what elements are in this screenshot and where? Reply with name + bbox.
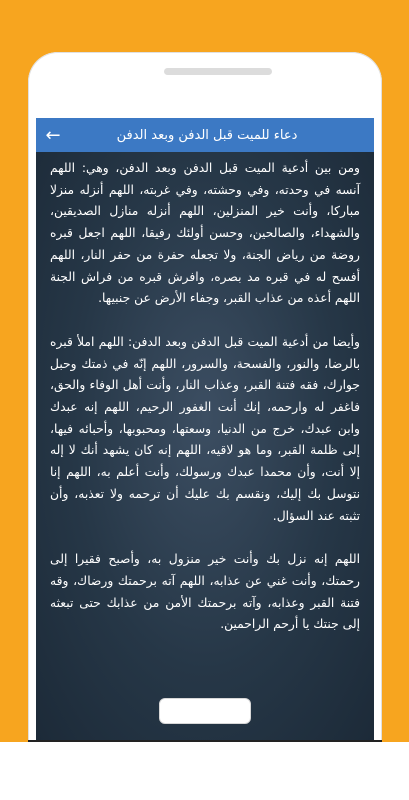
article-paragraph: اللهم إنه نزل بك وأنت خير منزول به، وأصبح فقيرا إلى رحمتك، وأنت غني عن عذابه، اللهم آته برحمتك ورضاك، وقه فتنة القبر وعذابه، وآته برحمتك الأمن من عذابك حتى تبعثه إلى جنتك يا أرحم الراحمين. bbox=[50, 552, 360, 632]
phone-frame bbox=[28, 52, 382, 742]
app-bar bbox=[36, 118, 374, 152]
article-content[interactable] bbox=[36, 152, 374, 742]
home-button[interactable] bbox=[159, 698, 251, 724]
article-paragraph: وأيضا من أدعية الميت قبل الدفن وبعد الدفن: اللهم املأ قبره بالرضا، والنور، والفسحة، والسرور، اللهم إنّه في ذمتك وحبل جوارك، فقه فتنة القبر، وعذاب النار، وأنت أهل الوفاء والحق، فاغفر له وارحمه، إنك أنت الغفور الرحيم، اللهم إنه عبدك وابن عبدك، خرج من الدنيا، وسعتها، ومحبوبها، وأحبائه فيها، إلى ظلمة القبر، وما هو لاقيه، اللهم إنه كان يشهد أنك لا إله إلا أنت، وأن محمدا عبدك ورسولك، وأنت أعلم به، اللهم إنا نتوسل بك إليك، ونقسم بك عليك أن ترحمه ولا تعذبه، وأن تثبته عند السؤال. bbox=[50, 334, 360, 523]
app-screen bbox=[36, 118, 374, 742]
arrow-back-icon: ← bbox=[45, 124, 61, 146]
back-button[interactable] bbox=[36, 118, 70, 152]
phone-speaker bbox=[164, 68, 272, 75]
article-paragraph: ومن بين أدعية الميت قبل الدفن وبعد الدفن، وهي: اللهم آنسه في وحدته، وفي وحشته، وفي غربته، اللهم أنزله منزلا مباركا، وأنت خير المنزلين، اللهم أنزله منازل الصديقين، والشهداء، والصالحين، وحسن أولئك رفيقا، اللهم اجعل قبره روضة من رياض الجنة، ولا تجعله حفرة من حفر النار، اللهم أفسح له في قبره مد بصره، وافرش قبره من فراش الجنة اللهم أعذه من عذاب القبر، وجفاء الأرض عن جنبيها. bbox=[50, 161, 360, 306]
frame-divider bbox=[28, 740, 382, 742]
page-title: دعاء للميت قبل الدفن وبعد الدفن bbox=[116, 127, 298, 143]
